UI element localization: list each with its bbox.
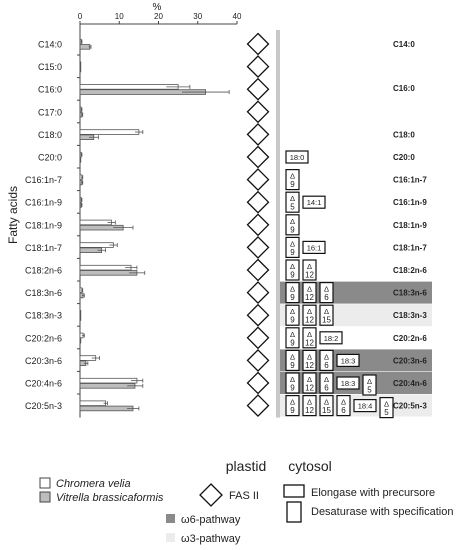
legend-vitrella-label: Vitrella brassicaformis — [56, 492, 164, 504]
delta-symbol: Δ — [366, 377, 373, 386]
y-axis-label: Fatty acids — [6, 185, 20, 245]
category-label: C18:0 — [37, 129, 62, 140]
delta-symbol: Δ — [306, 397, 313, 407]
delta-symbol: Δ — [340, 397, 347, 407]
desaturase-spec: 12 — [305, 360, 314, 370]
legend-w6-label: ω6-pathway — [181, 514, 241, 526]
bar-vitrella — [80, 271, 137, 276]
delta-symbol: Δ — [289, 375, 296, 384]
x-tick-label: 0 — [77, 12, 83, 21]
desaturase-spec: 5 — [290, 202, 295, 212]
category-label: C16:1n-9 — [24, 197, 62, 208]
product-label: C18:3n-3 — [393, 311, 427, 321]
fas-diamond-icon — [248, 260, 269, 281]
category-label: C18:3n-6 — [24, 288, 62, 299]
fas-diamond-icon — [248, 192, 269, 213]
bar-vitrella — [80, 406, 133, 411]
delta-symbol: Δ — [289, 171, 296, 181]
delta-symbol: Δ — [306, 284, 313, 294]
legend-fas-label: FAS II — [229, 490, 259, 502]
legend-desaturase-label: Desaturase with specification — [311, 506, 454, 518]
x-axis-label: % — [152, 2, 162, 13]
desaturase-spec: 9 — [290, 180, 295, 190]
product-label: C20:0 — [393, 153, 415, 162]
legend-swatch-vitrella — [40, 492, 50, 502]
delta-symbol: Δ — [306, 352, 313, 362]
elongase-legend-icon — [284, 485, 304, 497]
bar-chromera — [80, 265, 131, 270]
product-label: C18:0 — [393, 130, 415, 140]
desaturase-spec: 15 — [322, 406, 331, 416]
bar-chromera — [80, 85, 178, 90]
fas-diamond-icon — [248, 56, 269, 77]
desaturase-spec: 5 — [367, 385, 372, 395]
desaturase-spec: 6 — [341, 406, 346, 416]
fas-diamond-icon — [248, 147, 269, 168]
product-label: C18:2n-6 — [393, 266, 427, 275]
desaturase-legend-icon — [287, 502, 301, 522]
legend-w6-swatch — [166, 514, 175, 523]
x-tick-label: 40 — [232, 12, 242, 21]
product-label: C20:2n-6 — [393, 333, 427, 343]
desaturase-spec: 6 — [324, 383, 329, 393]
delta-symbol: Δ — [289, 194, 296, 204]
fas-diamond-icon — [248, 101, 269, 122]
bar-vitrella — [80, 67, 81, 72]
fas-diamond-icon — [248, 282, 269, 303]
category-label: C20:0 — [37, 152, 62, 163]
desaturase-spec: 9 — [290, 293, 295, 303]
delta-symbol: Δ — [289, 352, 296, 362]
desaturase-spec: 9 — [290, 338, 295, 348]
category-label: C18:1n-9 — [24, 220, 62, 231]
desaturase-spec: 9 — [290, 315, 295, 325]
bar-vitrella — [80, 384, 135, 389]
delta-symbol: Δ — [323, 307, 330, 317]
plastid-cytosol-divider — [276, 30, 280, 418]
bar-chromera — [80, 401, 106, 406]
elongase-precursor: 18:3 — [340, 379, 356, 388]
desaturase-spec: 12 — [305, 338, 314, 348]
desaturase-spec: 9 — [290, 383, 295, 393]
fas-diamond-icon — [248, 237, 269, 258]
desaturase-spec: 6 — [324, 360, 329, 370]
x-tick-label: 10 — [114, 12, 124, 21]
bar-vitrella — [80, 316, 81, 321]
delta-symbol: Δ — [289, 397, 296, 407]
product-label: C20:3n-6 — [393, 356, 427, 366]
fas-diamond-icon — [248, 350, 269, 371]
fas-diamond-icon — [248, 34, 269, 55]
bar-vitrella — [80, 338, 81, 343]
product-label: C18:1n-9 — [393, 220, 427, 230]
fas-diamond-icon — [248, 327, 269, 348]
category-label: C20:3n-6 — [24, 355, 62, 366]
delta-symbol: Δ — [306, 329, 313, 339]
bar-chromera — [80, 62, 81, 67]
product-label: C16:0 — [393, 84, 415, 94]
bar-chromera — [80, 378, 137, 383]
bar-vitrella — [80, 45, 90, 50]
category-label: C14:0 — [37, 39, 62, 50]
legend-elongase-label: Elongase with precursore — [311, 487, 436, 499]
desaturase-spec: 12 — [305, 406, 314, 416]
bar-chromera — [80, 243, 113, 248]
product-label: C20:4n-6 — [393, 379, 427, 388]
category-label: C16:0 — [37, 84, 62, 95]
desaturase-spec: 12 — [305, 315, 314, 325]
delta-symbol: Δ — [289, 307, 296, 317]
delta-symbol: Δ — [323, 375, 330, 384]
legend-w3-swatch — [166, 533, 175, 542]
delta-symbol: Δ — [289, 239, 296, 249]
category-label: C18:3n-3 — [24, 310, 62, 321]
bar-chart-bars — [80, 39, 229, 411]
desaturase-spec: 9 — [290, 270, 295, 280]
delta-symbol: Δ — [306, 307, 313, 317]
fas-diamond-icon — [248, 395, 269, 416]
category-label: C16:1n-7 — [24, 175, 62, 186]
product-label: C16:1n-7 — [393, 175, 427, 185]
delta-symbol: Δ — [289, 329, 296, 339]
elongase-precursor: 18:0 — [289, 153, 305, 162]
delta-symbol: Δ — [289, 284, 296, 294]
cytosol-label: cytosol — [288, 458, 332, 474]
delta-symbol: Δ — [323, 284, 330, 294]
legend-chromera-label: Chromera velia — [56, 478, 131, 490]
fas-diamond-icon — [248, 79, 269, 100]
desaturase-spec: 15 — [322, 315, 331, 325]
bar-chromera — [80, 130, 139, 135]
desaturase-spec: 9 — [290, 225, 295, 235]
desaturase-spec: 12 — [305, 383, 314, 393]
desaturase-spec: 9 — [290, 360, 295, 370]
category-label: C18:2n-6 — [24, 265, 62, 276]
bar-vitrella — [80, 158, 81, 163]
product-label: C16:1n-9 — [393, 198, 427, 208]
bar-chromera — [80, 220, 111, 225]
legend — [40, 478, 453, 545]
elongase-precursor: 16:1 — [306, 243, 322, 253]
delta-symbol: Δ — [323, 352, 330, 362]
bar-chart-axes — [77, 12, 242, 418]
product-label: C20:5n-3 — [393, 401, 427, 411]
legend-w3-label: ω3-pathway — [181, 533, 241, 545]
fas-diamond-icon — [248, 214, 269, 235]
category-label: C20:2n-6 — [24, 333, 62, 344]
desaturase-spec: 9 — [290, 247, 295, 257]
delta-symbol: Δ — [289, 216, 296, 226]
delta-symbol: Δ — [383, 399, 390, 409]
elongase-precursor: 14:1 — [306, 198, 322, 208]
desaturase-spec: 5 — [384, 408, 389, 418]
category-label: C20:5n-3 — [24, 401, 62, 412]
x-tick-label: 20 — [154, 12, 163, 21]
fas-diamond-icon — [248, 169, 269, 190]
elongase-precursor: 18:2 — [323, 333, 339, 343]
delta-symbol: Δ — [306, 262, 313, 271]
fas-diamond-icon — [248, 373, 269, 394]
category-label: C20:4n-6 — [24, 378, 62, 389]
fas-diamond-icon — [248, 124, 269, 145]
legend-swatch-chromera — [40, 478, 50, 488]
desaturase-spec: 9 — [290, 406, 295, 416]
fas-diamonds — [248, 34, 269, 417]
category-label: C18:1n-7 — [24, 242, 62, 253]
product-label: C14:0 — [393, 40, 415, 49]
delta-symbol: Δ — [289, 262, 296, 271]
desaturase-spec: 6 — [324, 293, 329, 303]
elongase-precursor: 18:3 — [340, 356, 356, 366]
category-label: C17:0 — [37, 107, 62, 118]
divider-bar — [276, 30, 280, 418]
delta-symbol: Δ — [306, 375, 313, 384]
fas-diamond-icon — [248, 305, 269, 326]
product-label: C18:3n-6 — [393, 288, 427, 298]
delta-symbol: Δ — [323, 397, 330, 407]
fas-legend-diamond-icon — [200, 484, 222, 506]
category-label: C15:0 — [37, 62, 62, 73]
plastid-label: plastid — [225, 458, 267, 474]
desaturase-spec: 12 — [305, 270, 314, 280]
x-tick-label: 30 — [193, 12, 203, 21]
bar-chromera — [80, 311, 81, 316]
category-labels — [25, 40, 62, 412]
product-label: C18:1n-7 — [393, 243, 427, 253]
desaturase-spec: 12 — [305, 293, 314, 303]
elongase-precursor: 18:4 — [357, 401, 373, 411]
